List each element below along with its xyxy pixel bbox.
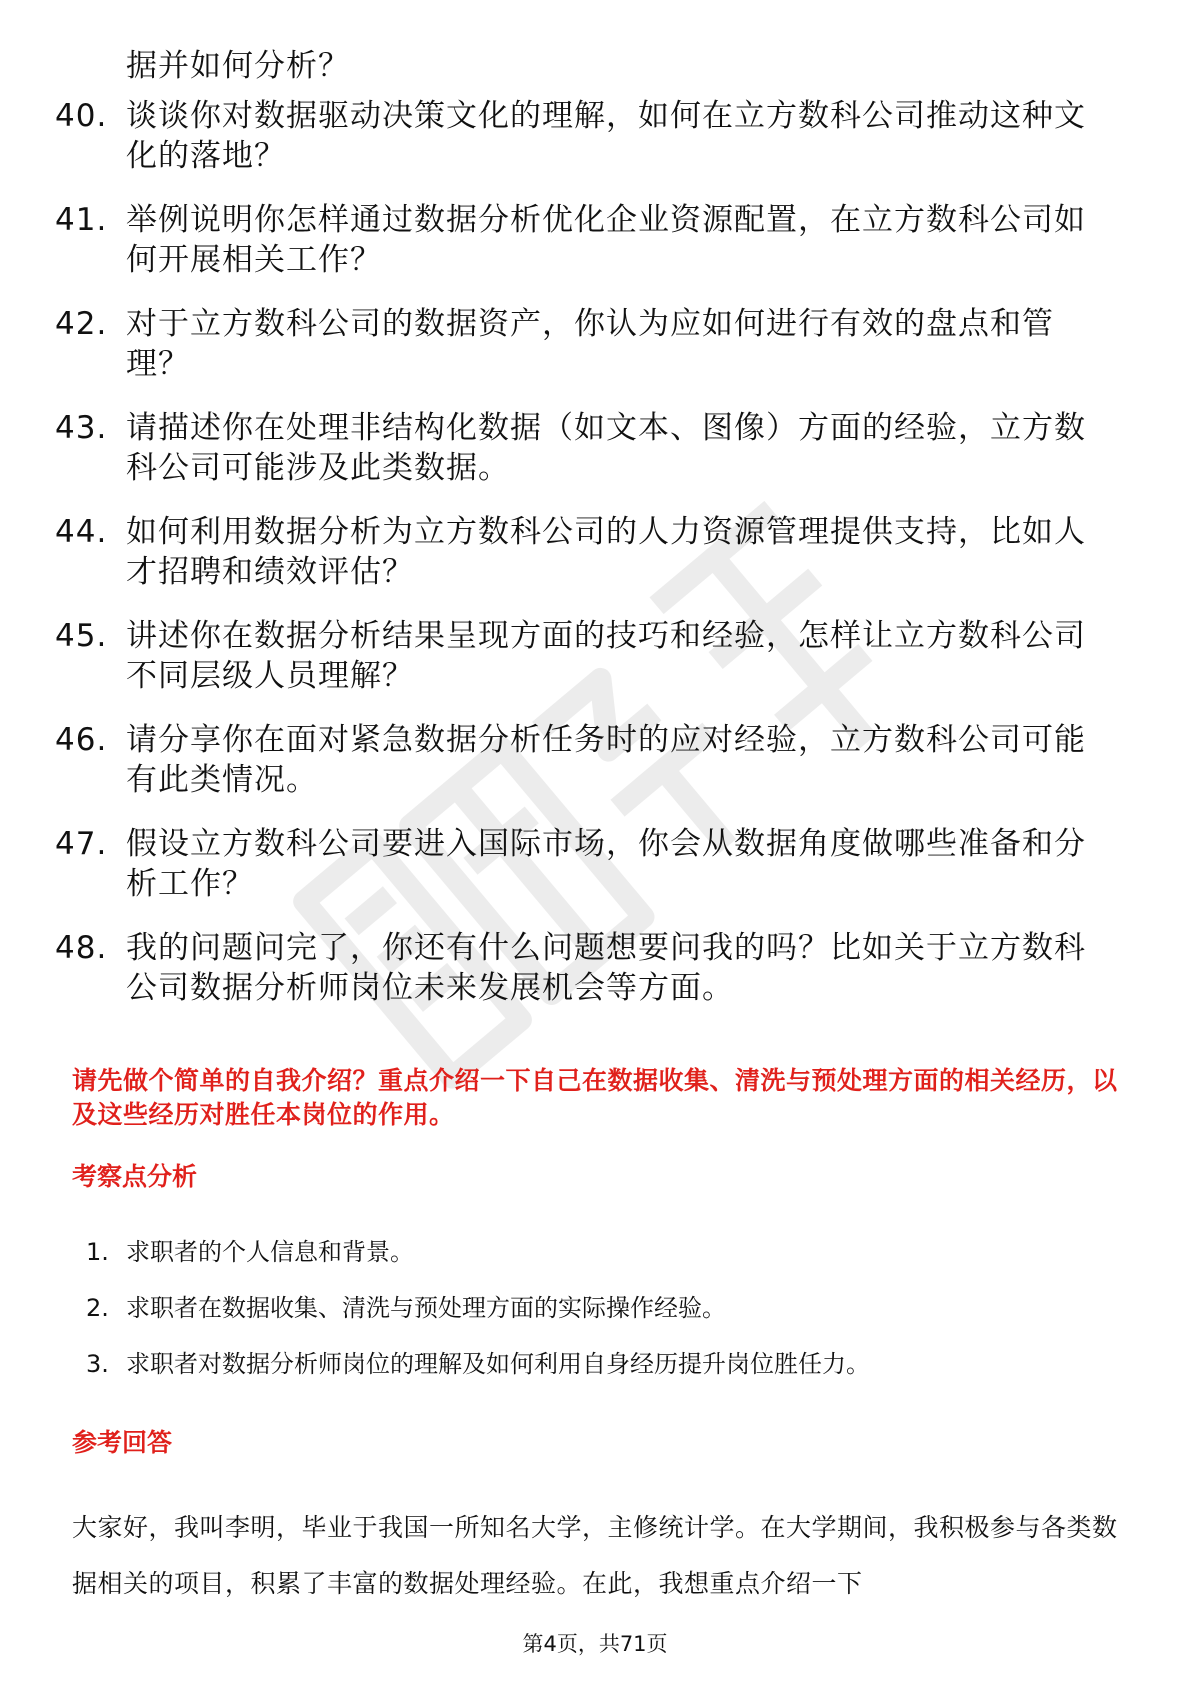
question-text: 对于立方数科公司的数据资产，你认为应如何进行有效的盘点和管理？ <box>126 306 1054 382</box>
question-item <box>0 616 1190 696</box>
interview-question-heading: 请先做个简单的自我介绍？重点介绍一下自己在数据收集、清洗与预处理方面的相关经历，以及这些经历对胜任本岗位的作用。 <box>72 1066 1118 1129</box>
question-number: 41. <box>55 202 108 238</box>
question-item <box>0 928 1190 1008</box>
analysis-list-item <box>0 1348 1190 1404</box>
question-item <box>0 720 1190 800</box>
question-item <box>0 408 1190 488</box>
analysis-item-number: 3. <box>86 1350 109 1378</box>
question-number: 40. <box>55 98 108 134</box>
analysis-item-number: 2. <box>86 1294 109 1322</box>
question-item <box>0 824 1190 904</box>
analysis-heading: 考察点分析 <box>72 1162 198 1191</box>
question-item <box>0 200 1190 280</box>
question-text: 讲述你在数据分析结果呈现方面的技巧和经验，怎样让立方数科公司不同层级人员理解？ <box>126 618 1086 694</box>
answer-paragraph: 大家好，我叫李明，毕业于我国一所知名大学，主修统计学。在大学期间，我积极参与各类数据相关的项目，积累了丰富的数据处理经验。在此，我想重点介绍一下 <box>72 1513 1118 1598</box>
question-list <box>0 46 1190 1032</box>
question-number: 46. <box>55 722 108 758</box>
question-number: 48. <box>55 930 108 966</box>
question-text: 请描述你在处理非结构化数据（如文本、图像）方面的经验，立方数科公司可能涉及此类数据。 <box>126 410 1086 486</box>
analysis-list-item <box>0 1236 1190 1292</box>
analysis-item-text: 求职者的个人信息和背景。 <box>126 1238 414 1266</box>
question-number: 47. <box>55 826 108 862</box>
question-number: 44. <box>55 514 108 550</box>
analysis-item-text: 求职者对数据分析师岗位的理解及如何利用自身经历提升岗位胜任力。 <box>126 1350 870 1378</box>
analysis-item-text: 求职者在数据收集、清洗与预处理方面的实际操作经验。 <box>126 1294 726 1322</box>
analysis-item-number: 1. <box>86 1238 109 1266</box>
answer-heading: 参考回答 <box>72 1428 173 1457</box>
question-number: 45. <box>55 618 108 654</box>
question-item <box>0 512 1190 592</box>
analysis-list-item <box>0 1292 1190 1348</box>
question-item <box>0 304 1190 384</box>
question-continuation: 据并如何分析？ <box>126 48 350 84</box>
question-text: 我的问题问完了，你还有什么问题想要问我的吗？比如关于立方数科公司数据分析师岗位未来发展机会等方面。 <box>126 930 1086 1006</box>
question-text: 举例说明你怎样通过数据分析优化企业资源配置，在立方数科公司如何开展相关工作？ <box>126 202 1086 278</box>
question-number: 42. <box>55 306 108 342</box>
question-text: 假设立方数科公司要进入国际市场，你会从数据角度做哪些准备和分析工作？ <box>126 826 1086 902</box>
question-text: 谈谈你对数据驱动决策文化的理解，如何在立方数科公司推动这种文化的落地？ <box>126 98 1086 174</box>
question-text: 如何利用数据分析为立方数科公司的人力资源管理提供支持，比如人才招聘和绩效评估？ <box>126 514 1086 590</box>
question-number: 43. <box>55 410 108 446</box>
analysis-list <box>0 1236 1190 1404</box>
page-number-footer: 第4页，共71页 <box>522 1632 668 1656</box>
question-text: 请分享你在面对紧急数据分析任务时的应对经验，立方数科公司可能有此类情况。 <box>126 722 1086 798</box>
question-item <box>0 96 1190 176</box>
